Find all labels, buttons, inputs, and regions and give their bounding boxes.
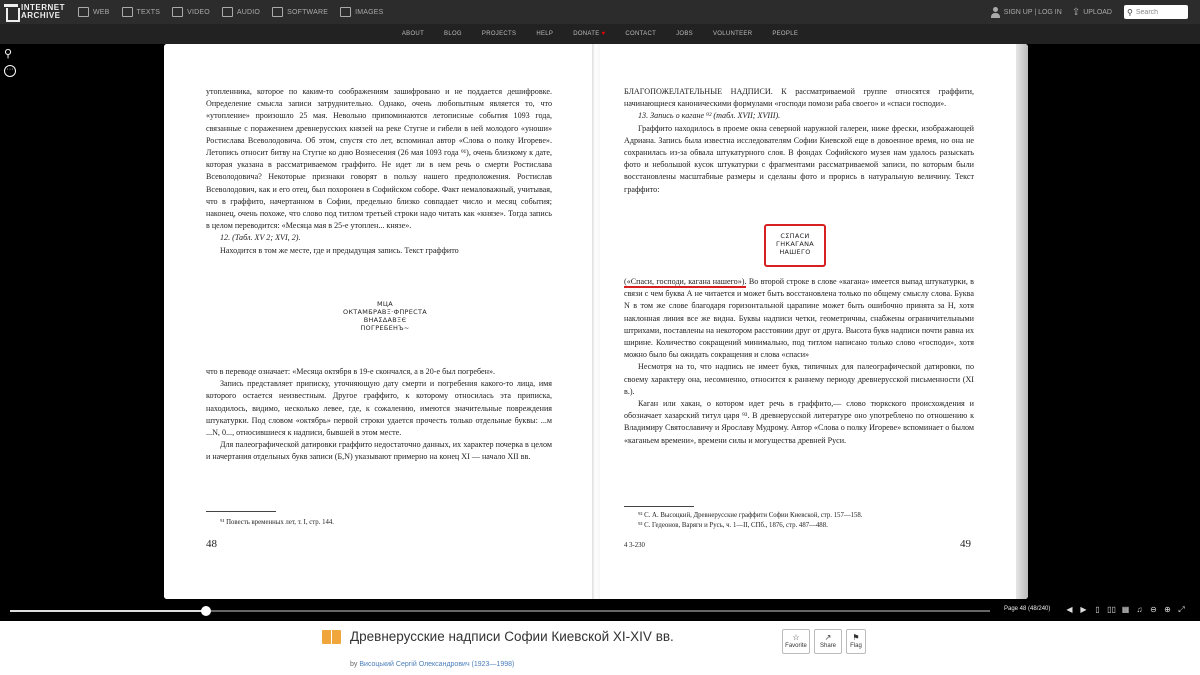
highlighted-quote: («Спаси, господи, кагана нашего»). (624, 277, 747, 286)
left-footnote: ⁹¹ Повесть временных лет, т. I, стр. 144. (220, 519, 334, 526)
texts-icon (122, 7, 133, 17)
graffito-inscription-13 (764, 224, 826, 267)
book-gutter (592, 44, 600, 599)
search-icon: ⚲ (1127, 7, 1133, 17)
nav-about[interactable]: ABOUT (401, 31, 425, 37)
zoom-in-icon[interactable]: ⊕ (1164, 605, 1171, 614)
nav-video[interactable]: VIDEO (172, 7, 210, 17)
item-title: Древнерусские надписи Софии Киевской XI-XIV вв. (350, 629, 674, 644)
page-slider-progress (10, 610, 206, 612)
right-para-2: Граффито находилось в проеме окна северной наружной галереи, ниже фрески, изображающей Адриана. Запись была известна исследователям Софии Киевской еще в довоенное время, но она не сохранилась из-за обвала штукатурного слоя. В фондах Софийского музея нам удалось разыскать фото и небольшой кусок штукатурки с фрагментами рассматриваемой записи, по которым были восстановлены масштабные размеры и сделаны фото и прорись в натуральную величину. Текст граффито: (624, 123, 974, 194)
nav-projects[interactable]: PROJECTS (481, 31, 517, 37)
inscription-line: НАШЕГО (779, 248, 811, 256)
printer-signature: 4 3-230 (624, 542, 645, 549)
left-heading: 12. (Табл. XV 2; XVI, 2). (220, 233, 301, 243)
read-aloud-icon[interactable]: ♫ (1136, 605, 1143, 614)
logo-line-1: INTERNET (21, 3, 65, 12)
one-page-view-icon[interactable]: ▯ (1095, 605, 1100, 614)
book-edge (1016, 44, 1028, 599)
page-indicator: Page 48 (48/240) (1004, 606, 1051, 612)
right-heading: 13. Запись о кагане ⁹² (табл. XVII; XVIII). (638, 111, 781, 121)
secondary-nav (0, 24, 1200, 44)
thumbnail-view-icon[interactable]: ▦ (1121, 605, 1130, 614)
right-page-number: 49 (960, 538, 971, 550)
media-type-nav (78, 0, 396, 24)
flag-icon: ⚑ (852, 633, 860, 642)
flag-button[interactable]: ⚑ Flag (846, 629, 866, 654)
upload-link[interactable]: UPLOAD (1083, 8, 1112, 16)
nav-texts[interactable]: TEXTS (122, 7, 161, 17)
left-para-4: Запись представляет приписку, уточняющую дату смерти и погребения какого-то лица, имя которого остается неизвестным. Другое граффито, к которому относилась эта приписка, находилось, видимо, несколько левее, где, к сожалению, имеются значительные повреждения штукатурки. Под словом «октябрь» первой строки удается прочесть только отдельные буквы: ...м ...N, 0..., относившиеся к надписи, бывшей в этом месте. (206, 379, 552, 438)
search-box[interactable] (1124, 5, 1188, 19)
nav-audio[interactable]: AUDIO (222, 7, 260, 17)
internet-archive-logo[interactable] (4, 3, 68, 21)
right-para-1: БЛАГОПОЖЕЛАТЕЛЬНЫЕ НАДПИСИ. К рассматриваемой группе относятся граффити, начинающиеся каноническими формулами «господи помози раба своего» и «спаси господи». (624, 87, 974, 109)
nav-images[interactable]: IMAGES (340, 7, 383, 17)
fullscreen-icon[interactable]: ⤢ (1178, 605, 1185, 614)
author-link[interactable]: Висоцький Сергій Олександрович (1923—1998) (359, 661, 515, 668)
left-para-1: утопленника, которое по каким-то соображениям зашифровано и не поддается дешифровке. Определение смысла записи затруднительно. Однако, очень любопытным является то, что «утопление» произошло 25 мая. Невольно припоминаются летописные события 1093 года, связанные с поражением древнерусских князей на реке Стугне и гибели в ней молодого «уноши» Ростислава Всеволодовича. Об этом, спустя сто лет, вспоминал автор «Слова о полку Игореве». Летопись относит битву на Стугне ко дню Вознесения (26 мая 1093 года ⁹¹), очень близкому к дате, которая указана в рассматриваемом граффито. Не идет ли в нем речь о смерти Ростислава Всеволодовича? Некоторые признаки говорят в пользу нашего предположения. Ростислав Всеволодович, как и его отец, был похоронен в Софийском соборе. Факт немаловажный, учитывая, что в граффито, начертанном в Софии, предельно близко совпадает число и месяц события; наконец, очень похоже, что слово под титлом третьей строки надо читать как «князе». Тогда запись в целом переводится: «Месяца мая в 25-е утоплен... князе». (206, 87, 552, 231)
next-page-icon[interactable]: ▶ (1080, 605, 1087, 614)
nav-blog[interactable]: BLOG (444, 31, 462, 37)
web-icon (78, 7, 89, 17)
audio-icon (222, 7, 233, 17)
footnote-rule (206, 511, 276, 512)
inscription-line: СΣПАСИ (780, 232, 810, 240)
user-icon (991, 7, 1000, 18)
zoom-out-icon[interactable]: ⊖ (1150, 605, 1157, 614)
page-slider-handle[interactable] (201, 606, 211, 616)
left-para-3: что в переводе означает: «Месяца октября в 19-е скончался, а в 20-е был погребен». (206, 367, 496, 376)
item-details (0, 621, 1200, 675)
top-nav-bar (0, 0, 1200, 24)
footnote-rule (624, 506, 694, 507)
nav-people[interactable]: PEOPLE (772, 31, 799, 37)
nav-jobs[interactable]: JOBS (676, 31, 693, 37)
inscription-line: ВНАΣΔАВΞЄ (363, 316, 407, 324)
inscription-line: ПОГРЕБЕНЪ~ (360, 324, 410, 332)
right-para-5: Каган или хакан, о котором идет речь в граффито,— слово тюркского происхождения и обозначает хазарский титул царя ⁹³. В древнерусской литературе оно употреблено по отношению к Владимиру Святославичу и Ярославу Мудрому. Автор «Слова о полку Игореве» вспоминает о былом «каганьем времени», времени силы и могущества древней Руси. (624, 399, 974, 445)
inscription-top: МЦА (376, 300, 393, 308)
nav-contact[interactable]: CONTACT (625, 31, 657, 37)
star-icon: ☆ (792, 633, 800, 642)
images-icon (340, 7, 351, 17)
archive-building-icon (4, 4, 18, 20)
left-para-5: Для палеографической датировки граффито недостаточно данных, их характер почерка в целом и начертания отдельных букв записи (Б,N) указывают примерно на конец XI — начало XII вв. (206, 440, 552, 462)
item-byline: by Висоцький Сергій Олександрович (1923—1998) (350, 661, 515, 668)
reader-controls (0, 599, 1200, 621)
book-reader (0, 44, 1200, 621)
nav-web[interactable]: WEB (78, 7, 110, 17)
book-spread (164, 44, 1028, 599)
upload-icon: ⇪ (1071, 6, 1081, 18)
heart-icon: ♥ (601, 31, 606, 37)
nav-volunteer[interactable]: VOLUNTEER (712, 31, 753, 37)
inscription-line: ГНКАГАNА (775, 240, 815, 248)
right-para-3: Во второй строке в слове «кагана» имеется выпад штукатурки, в связи с чем буква А не читается и может быть восстановлена только по общему смыслу слова. Буква N в том же слове благодаря горизонтальной царапине может быть ошибочно принята за Н, хотя наклонная линия все же видна. Буквы надписи четки, геометричны, снабжены ограничительными штрихами, поставлены на некотором расстоянии друг от друга. Высота букв надписи почти равна их ширине. Количество сокращений минимально, под титлом написано только слово «господи», хотя можно было бы ожидать сокращения и слова «спаси» (624, 277, 974, 360)
share-button[interactable]: ↗ Share (814, 629, 842, 654)
left-page[interactable] (164, 44, 592, 599)
reader-search-icon[interactable]: ⚲ (4, 48, 13, 60)
favorite-button[interactable]: ☆ Favorite (782, 629, 810, 654)
signup-login-link[interactable]: SIGN UP | LOG IN (1003, 8, 1062, 16)
inscription-line: ОКТАМБРАВΞ·ФПРЕСТА (342, 308, 428, 316)
more-options-icon[interactable]: ··· (4, 65, 16, 77)
right-footnote-2: ⁹³ С. Гедеонов, Варяги и Русь, ч. 1—II, СПб., 1876, стр. 487—488. (638, 522, 828, 529)
right-para-4: Несмотря на то, что надпись не имеет букв, типичных для палеографической датировки, по своему характеру она, несомненно, относится к раннему периоду древнерусской письменности (XI в.). (624, 362, 974, 396)
book-icon (322, 630, 342, 645)
left-page-number: 48 (206, 538, 217, 550)
video-icon (172, 7, 183, 17)
right-footnote-1: ⁹² С. А. Высоцкий, Древнерусские граффити Софии Киевской, стр. 157—158. (638, 512, 863, 519)
search-input[interactable] (1136, 9, 1182, 16)
prev-page-icon[interactable]: ◀ (1066, 605, 1073, 614)
share-icon: ↗ (824, 633, 832, 642)
software-icon (272, 7, 283, 17)
logo-line-2: ARCHIVE (21, 11, 61, 20)
graffito-inscription-12 (330, 300, 440, 332)
two-page-view-icon[interactable]: ▯▯ (1107, 605, 1116, 614)
left-para-2: Находится в том же месте, где и предыдущая запись. Текст граффито (220, 245, 459, 255)
right-page[interactable] (600, 44, 1016, 599)
nav-software[interactable]: SOFTWARE (272, 7, 328, 17)
nav-help[interactable]: HELP (536, 31, 554, 37)
nav-donate[interactable]: DONATE ♥ (573, 31, 606, 37)
